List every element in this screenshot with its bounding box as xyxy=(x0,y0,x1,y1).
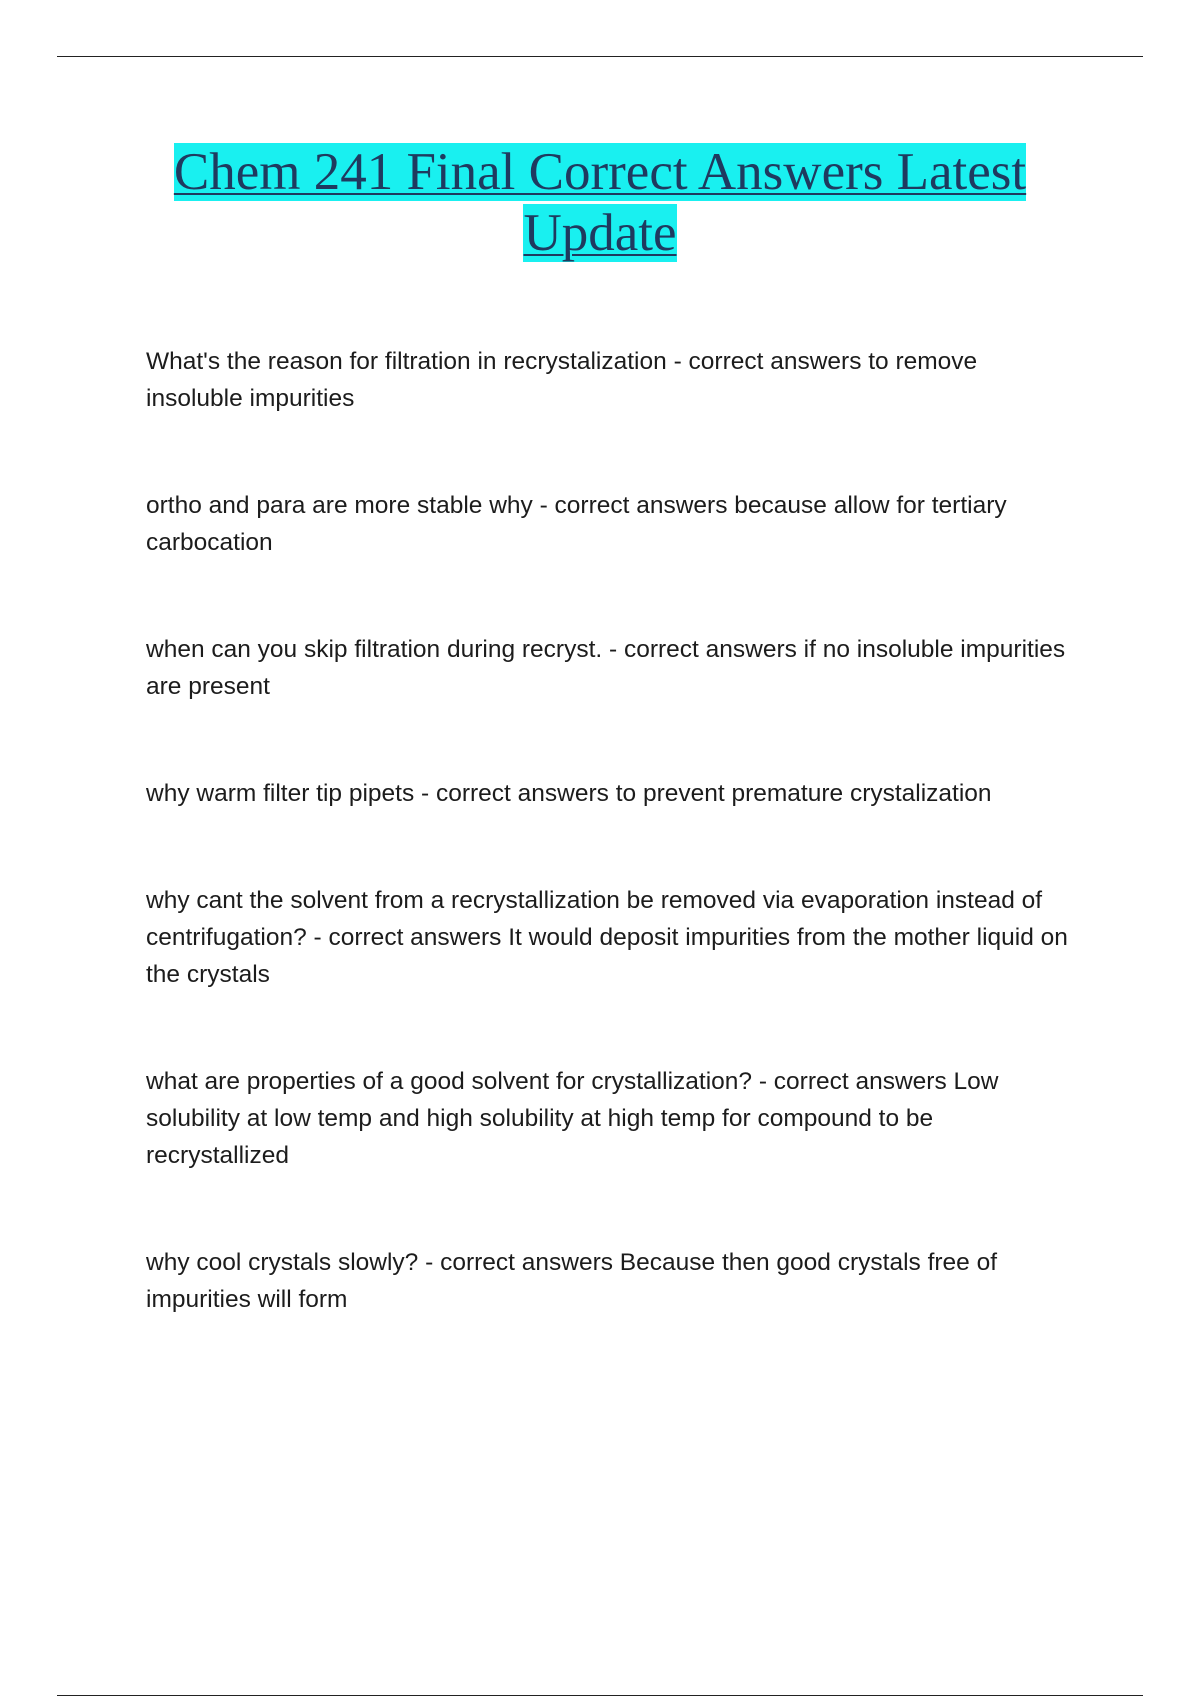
qa-entry: what are properties of a good solvent for crystallization? - correct answers Low solubility at low temp and high solubility at high temp for compound to be recrystallized xyxy=(146,1068,999,1169)
qa-entry: when can you skip filtration during recryst. - correct answers if no insoluble impurities are present xyxy=(146,636,1066,700)
qa-entry: why cant the solvent from a recrystallization be removed via evaporation instead of centrifugation? - correct answers It would deposit impurities from the mother liquid on the crystals xyxy=(146,887,1068,988)
footer-rule xyxy=(57,1695,1143,1696)
qa-list xyxy=(146,343,1076,1318)
qa-entry: why warm filter tip pipets - correct answers to prevent premature crystalization xyxy=(146,780,992,807)
qa-entry: What's the reason for filtration in recrystalization - correct answers to remove insoluble impurities xyxy=(146,348,978,412)
header-rule xyxy=(57,56,1143,57)
title-block xyxy=(140,142,1060,264)
qa-entry: ortho and para are more stable why - correct answers because allow for tertiary carbocation xyxy=(146,492,1007,556)
qa-entry: why cool crystals slowly? - correct answers Because then good crystals free of impurities will form xyxy=(146,1249,998,1313)
page-title: Chem 241 Final Correct Answers Latest Update xyxy=(173,143,1027,262)
